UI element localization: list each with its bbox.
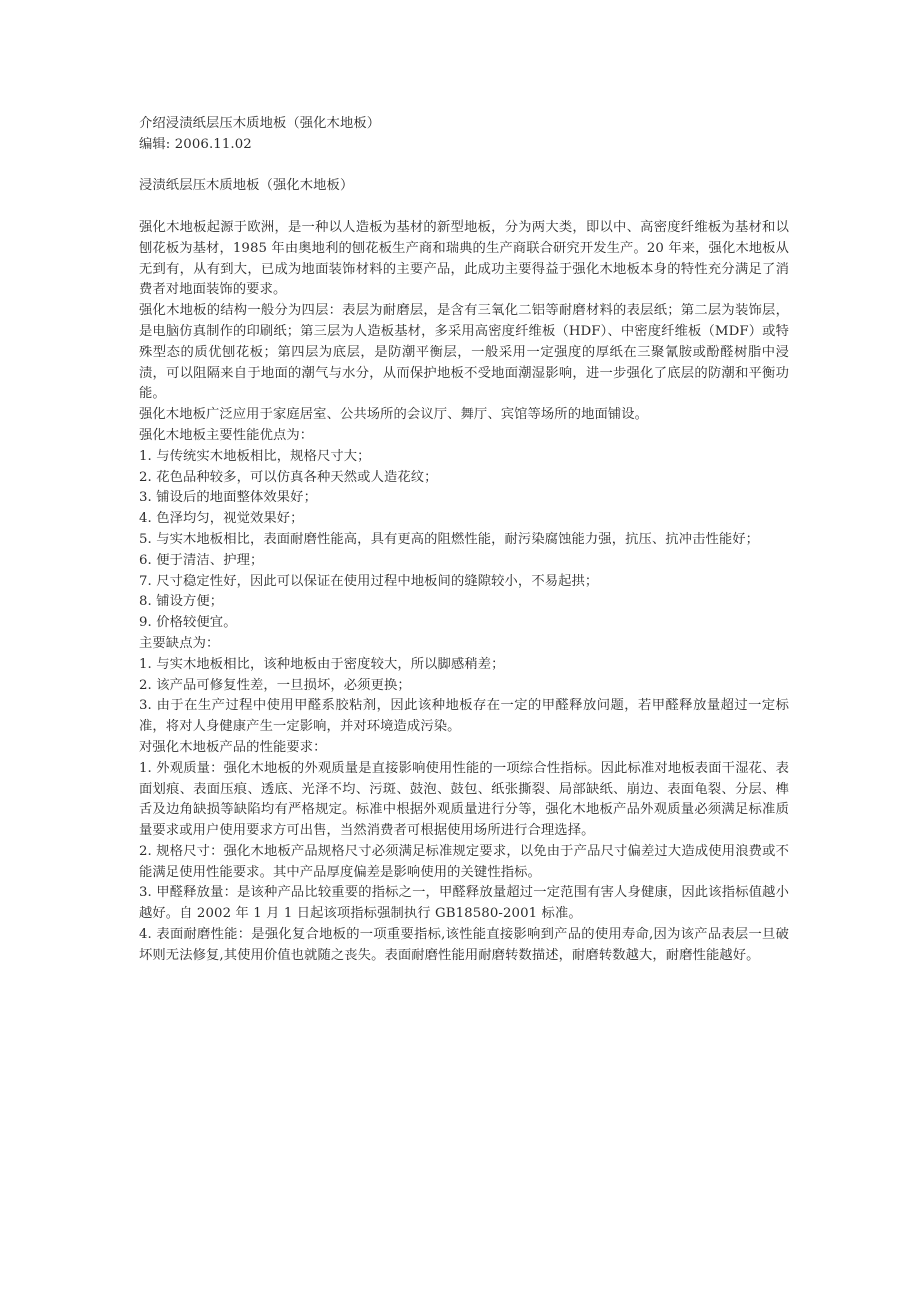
requirement-item: 2. 规格尺寸：强化木地板产品规格尺寸必须满足标准规定要求，以免由于产品尺寸偏差过大造成使用浪费或不能满足使用性能要求。其中产品厚度偏差是影响使用的关键性指标。 — [139, 843, 789, 880]
advantage-item: 9. 价格较便宜。 — [139, 615, 237, 631]
disadvantage-item: 1. 与实木地板相比，该种地板由于密度较大，所以脚感稍差； — [139, 656, 505, 672]
disadvantages-heading: 主要缺点为： — [139, 635, 220, 651]
advantage-item: 5. 与实木地板相比，表面耐磨性能高，具有更高的阻燃性能，耐污染腐蚀能力强，抗压、抗冲击性能好； — [139, 531, 760, 547]
document-title: 介绍浸渍纸层压木质地板（强化木地板） — [139, 116, 381, 131]
requirement-item: 3. 甲醛释放量：是该种产品比较重要的指标之一，甲醛释放量超过一定范围有害人身健康，因此该指标值越小越好。自 2002 年 1 月 1 日起该项指标强制执行 GB18580-2001 标准。 — [139, 885, 789, 922]
requirement-item: 1. 外观质量：强化木地板的外观质量是直接影响使用性能的一项综合性指标。因此标准对地板表面干湿花、表面划痕、表面压痕、透底、光泽不均、污斑、鼓泡、鼓包、纸张撕裂、局部缺纸、崩边、表面龟裂、分层、榫舌及边角缺损等缺陷均有严格规定。标准中根据外观质量进行分等，强化木地板产品外观质量必须满足标准质量要求或用户使用要求方可出售，当然消费者可根据使用场所进行合理选择。 — [139, 760, 789, 839]
advantage-item: 6. 便于清洁、护理； — [139, 552, 264, 568]
advantage-item: 8. 铺设方便； — [139, 594, 224, 610]
spacer — [139, 156, 789, 177]
intro-paragraph: 强化木地板起源于欧洲，是一种以人造板为基材的新型地板，分为两大类，即以中、高密度纤维板为基材和以刨花板为基材，1985 年由奥地利的刨花板生产商和瑞典的生产商联合研究开发生产。20 年来，强化木地板从无到有，从有到大，已成为地面装饰材料的主要产品，此成功主要得益于强化木地板本身的特性充分满足了消费者对地面装饰的要求。 — [139, 219, 789, 298]
requirement-item: 4. 表面耐磨性能：是强化复合地板的一项重要指标,该性能直接影响到产品的使用寿命,因为该产品表层一旦破坏则无法修复,其使用价值也就随之丧失。表面耐磨性能用耐磨转数描述，耐磨转数越大，耐磨性能越好。 — [139, 927, 789, 963]
advantage-item: 3. 铺设后的地面整体效果好； — [139, 490, 317, 506]
structure-paragraph: 强化木地板的结构一般分为四层：表层为耐磨层，是含有三氧化二铝等耐磨材料的表层纸；第二层为装饰层，是电脑仿真制作的印刷纸；第三层为人造板基材，多采用高密度纤维板（HDF）、中密度纤维板（MDF）或特殊型态的质优刨花板；第四层为底层，是防潮平衡层，一般采用一定强度的厚纸在三聚氰胺或酚醛树脂中浸渍，可以阻隔来自于地面的潮气与水分，从而保护地板不受地面潮湿影响，进一步强化了底层的防潮和平衡功能。 — [139, 303, 789, 402]
advantage-item: 7. 尺寸稳定性好，因此可以保证在使用过程中地板间的缝隙较小，不易起拱； — [139, 573, 599, 589]
advantages-heading: 强化木地板主要性能优点为： — [139, 427, 314, 443]
requirements-heading: 对强化木地板产品的性能要求： — [139, 739, 327, 755]
spacer — [139, 197, 789, 218]
advantage-item: 2. 花色品种较多，可以仿真各种天然或人造花纹； — [139, 469, 438, 485]
disadvantage-item: 2. 该产品可修复性差，一旦损坏，必须更换； — [139, 677, 411, 693]
edit-date: 编辑: 2006.11.02 — [139, 136, 252, 152]
usage-paragraph: 强化木地板广泛应用于家庭居室、公共场所的会议厅、舞厅、宾馆等场所的地面铺设。 — [139, 407, 649, 423]
advantage-item: 1. 与传统实木地板相比，规格尺寸大； — [139, 448, 371, 464]
section-title: 浸渍纸层压木质地板（强化木地板） — [139, 178, 354, 194]
advantage-item: 4. 色泽均匀，视觉效果好； — [139, 511, 304, 527]
disadvantage-item: 3. 由于在生产过程中使用甲醛系胶粘剂，因此该种地板存在一定的甲醛释放问题，若甲醛释放量超过一定标准，将对人身健康产生一定影响，并对环境造成污染。 — [139, 698, 789, 735]
document-page — [139, 114, 789, 967]
